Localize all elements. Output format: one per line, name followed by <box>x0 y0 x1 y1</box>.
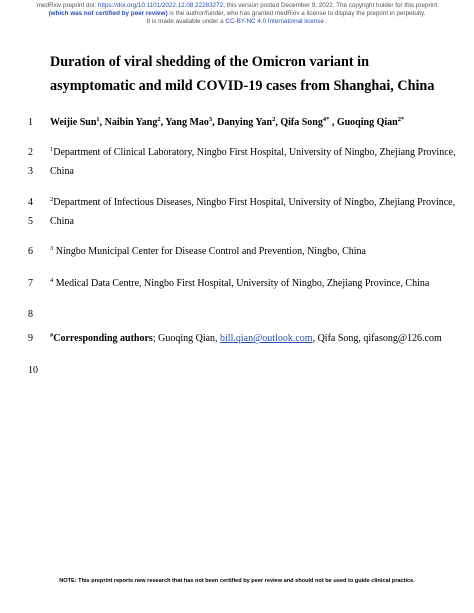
line-number: 8 <box>28 309 33 320</box>
line-number: 9 <box>28 333 33 344</box>
line-number: 6 <box>28 246 33 257</box>
author: Qifa Song$^{4*}$ , <box>280 116 337 128</box>
banner-line-2: (which was not certified by peer review) is the author/funder, who has granted medRxiv a license to display the preprint in perpetuity. <box>48 10 426 17</box>
author-list <box>50 117 460 129</box>
affiliation-1-cont: China <box>50 166 74 177</box>
affiliation-4: $^4$ Medical Data Centre, Ningbo First Hospital, University of Ningbo, Zhejiang Province, China <box>50 277 430 289</box>
author: Weijie Sun$^1$, <box>50 116 105 128</box>
affiliation-3: $^3$ Ningbo Municipal Center for Disease Control and Prevention, Ningbo, China <box>50 245 366 257</box>
author: Naibin Yang$^2$, <box>104 116 166 128</box>
paper-title: Duration of viral shedding of the Omicron variant in asymptomatic and mild COVID-19 cases from Shanghai, China <box>50 54 435 94</box>
line-number: 2 <box>28 147 33 158</box>
line-number: 1 <box>28 117 33 128</box>
line-number: 10 <box>28 365 38 376</box>
corresponding-label: Corresponding authors <box>53 333 153 344</box>
line-number: 5 <box>28 216 33 227</box>
line-number: 4 <box>28 197 33 208</box>
affiliation-2: $^2$Department of Infectious Diseases, Ningbo First Hospital, University of Ningbo, Zhejiang Province, <box>50 196 456 208</box>
not-certified-note: (which was not certified by peer review) <box>48 10 168 17</box>
footer-note: NOTE: This preprint reports new research that has not been certified by peer review and should not be used to guide clinical practice. <box>59 578 415 584</box>
line-number: 3 <box>28 166 33 177</box>
affiliation-2-cont: China <box>50 216 74 227</box>
corresponding-authors: #Corresponding authors; Guoqing Qian, bill.qian@outlook.com, Qifa Song, qifasong@126.com <box>50 332 442 344</box>
license-link[interactable]: CC-BY-NC 4.0 International license <box>225 18 324 25</box>
email-link[interactable]: bill.qian@outlook.com <box>220 333 313 344</box>
doi-link[interactable]: https://doi.org/10.1101/2022.12.08.22283272 <box>97 2 224 9</box>
banner-line-1: medRxiv preprint doi: https://doi.org/10.1101/2022.12.08.22283272; this version posted December 9, 2022. The copyright holder for this preprint <box>36 2 438 9</box>
line-number: 7 <box>28 278 33 289</box>
author: Danying Yan$^2$, <box>217 116 281 128</box>
preprint-banner <box>0 2 474 26</box>
author: Guoqing Qian$^{2*}$ <box>336 116 405 128</box>
author: Yang Mao$^3$, <box>165 116 218 128</box>
banner-line-3: It is made available under a CC-BY-NC 4.0 International license . <box>146 18 328 25</box>
affiliation-1: $^1$Department of Clinical Laboratory, Ningbo First Hospital, University of Ningbo, Zhejiang Province, <box>50 146 456 158</box>
